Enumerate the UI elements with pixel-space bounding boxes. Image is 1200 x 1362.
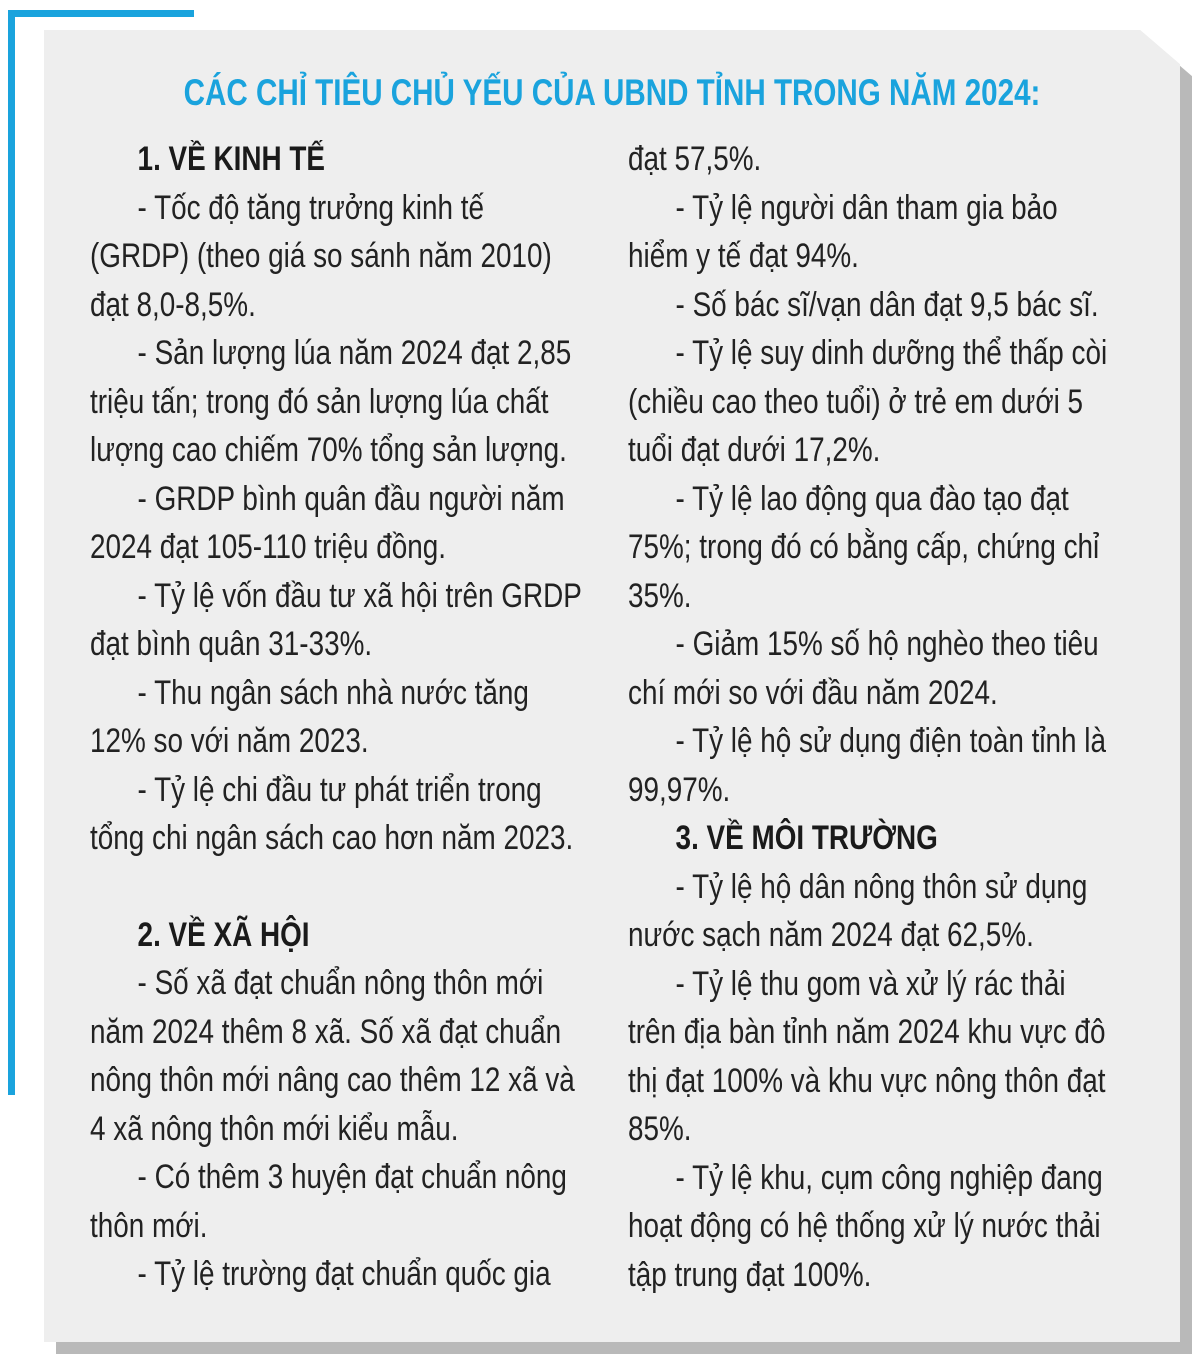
section-spacer <box>90 863 582 911</box>
society-item: - Giảm 15% số hộ nghèo theo tiêu chí mới so với đầu năm 2024. <box>628 625 1099 712</box>
right-column <box>628 135 1120 1299</box>
environment-item: - Tỷ lệ hộ dân nông thôn sử dụng nước sạch năm 2024 đạt 62,5%. <box>628 867 1088 954</box>
economy-item: - Sản lượng lúa năm 2024 đạt 2,85 triệu tấn; trong đó sản lượng lúa chất lượng cao chiếm 70% tổng sản lượng. <box>90 334 572 469</box>
economy-item: - GRDP bình quân đầu người năm 2024 đạt 105-110 triệu đồng. <box>90 479 565 566</box>
section-heading-economy: 1. VỀ KINH TẾ <box>137 140 326 178</box>
section-heading-society: 2. VỀ XÃ HỘI <box>137 915 310 954</box>
society-item: - Tỷ lệ lao động qua đào tạo đạt 75%; trong đó có bằng cấp, chứng chỉ 35%. <box>628 479 1100 615</box>
society-item: - Tỷ lệ hộ sử dụng điện toàn tỉnh là 99,97%. <box>628 722 1106 809</box>
society-item: - Số bác sĩ/vạn dân đạt 9,5 bác sĩ. <box>675 285 1099 324</box>
environment-item: - Tỷ lệ khu, cụm công nghiệp đang hoạt động có hệ thống xử lý nước thải tập trung đạt 100%. <box>628 1158 1103 1294</box>
society-item: - Tỷ lệ suy dinh dưỡng thể thấp còi (chiều cao theo tuổi) ở trẻ em dưới 5 tuổi đạt dưới 17,2%. <box>628 334 1108 469</box>
economy-item: - Tỷ lệ chi đầu tư phát triển trong tổng chi ngân sách cao hơn năm 2023. <box>90 770 574 857</box>
page-title: CÁC CHỈ TIÊU CHỦ YẾU CỦA UBND TỈNH TRONG NĂM 2024: <box>183 72 1041 113</box>
environment-item: - Tỷ lệ thu gom và xử lý rác thải trên địa bàn tỉnh năm 2024 khu vực đô thị đạt 100% và khu vực nông thôn đạt 85%. <box>628 964 1106 1148</box>
society-item: - Có thêm 3 huyện đạt chuẩn nông thôn mới. <box>90 1158 567 1245</box>
society-item: - Số xã đạt chuẩn nông thôn mới năm 2024 thêm 8 xã. Số xã đạt chuẩn nông thôn mới nâng cao thêm 12 xã và 4 xã nông thôn mới kiểu mẫu. <box>90 964 575 1148</box>
economy-item: - Tốc độ tăng trưởng kinh tế (GRDP) (theo giá so sánh năm 2010) đạt 8,0-8,5%. <box>90 188 552 324</box>
society-item: - Tỷ lệ người dân tham gia bảo hiểm y tế đạt 94%. <box>628 188 1058 275</box>
society-item: - Tỷ lệ trường đạt chuẩn quốc gia <box>137 1255 551 1293</box>
economy-item: - Tỷ lệ vốn đầu tư xã hội trên GRDP đạt bình quân 31-33%. <box>90 576 582 663</box>
left-column <box>90 135 582 1299</box>
society-item-continued: đạt 57,5%. <box>628 140 762 178</box>
economy-item: - Thu ngân sách nhà nước tăng 12% so với năm 2023. <box>90 673 529 760</box>
section-heading-environment: 3. VỀ MÔI TRƯỜNG <box>675 819 938 857</box>
